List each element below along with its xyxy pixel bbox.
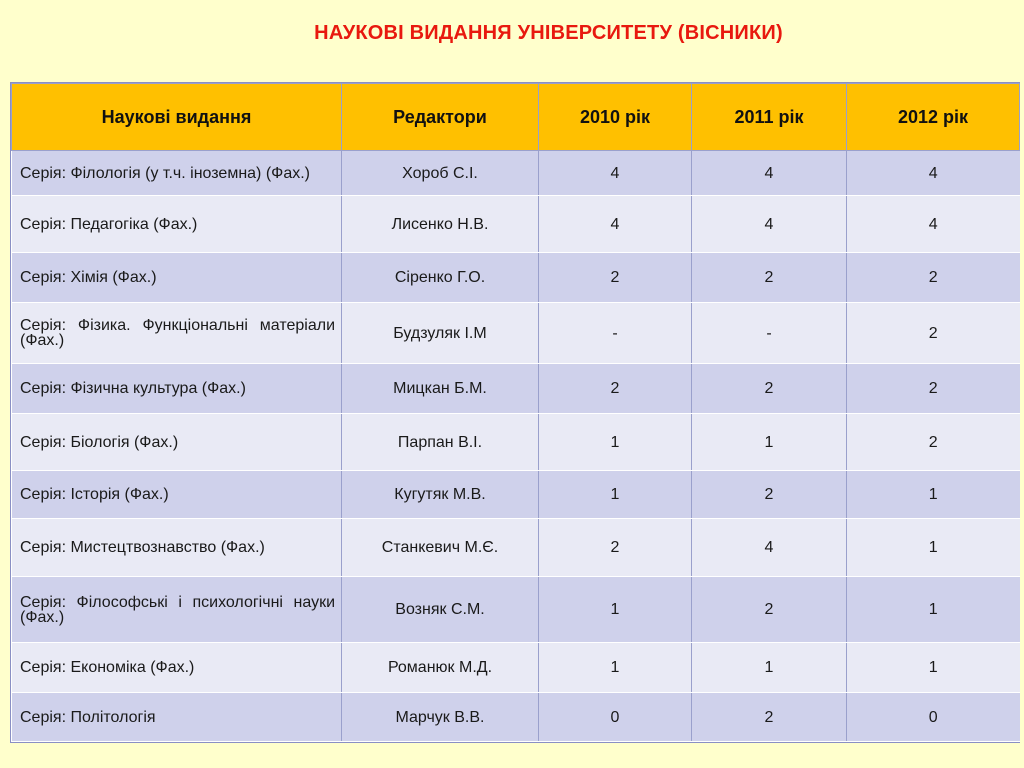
cell-2010: 2 (539, 364, 692, 414)
cell-2011: 2 (692, 253, 847, 303)
cell-2012: 0 (847, 693, 1020, 742)
table-row (12, 151, 1020, 196)
cell-editor: Марчук В.В. (342, 693, 539, 742)
table-row (12, 196, 1020, 253)
table-row (12, 364, 1020, 414)
cell-series: Серія: Політологія (12, 693, 342, 742)
cell-2012: 1 (847, 471, 1020, 519)
cell-series: Серія: Мистецтвознавство (Фах.) (12, 519, 342, 577)
cell-2010: - (539, 303, 692, 364)
cell-2010: 1 (539, 471, 692, 519)
header-2012: 2012 рік (847, 84, 1020, 151)
cell-series: Серія: Фізика. Функціональні матеріали (Фах.) (12, 303, 342, 364)
cell-2012: 2 (847, 414, 1020, 471)
cell-2011: 1 (692, 414, 847, 471)
header-publications: Наукові видання (12, 84, 342, 151)
cell-editor: Будзуляк І.М (342, 303, 539, 364)
cell-editor: Возняк С.М. (342, 577, 539, 643)
cell-editor: Лисенко Н.В. (342, 196, 539, 253)
cell-2010: 4 (539, 196, 692, 253)
cell-2011: 2 (692, 364, 847, 414)
cell-2010: 2 (539, 519, 692, 577)
cell-2010: 0 (539, 693, 692, 742)
table-row (12, 577, 1020, 643)
cell-2011: - (692, 303, 847, 364)
cell-2010: 4 (539, 151, 692, 196)
cell-2011: 1 (692, 643, 847, 693)
cell-2012: 4 (847, 151, 1020, 196)
cell-2011: 2 (692, 577, 847, 643)
cell-editor: Парпан В.І. (342, 414, 539, 471)
table-row (12, 253, 1020, 303)
header-2011: 2011 рік (692, 84, 847, 151)
cell-2010: 1 (539, 643, 692, 693)
cell-2012: 2 (847, 303, 1020, 364)
publications-table-container (10, 82, 1020, 743)
cell-series: Серія: Економіка (Фах.) (12, 643, 342, 693)
page-title: НАУКОВІ ВИДАННЯ УНІВЕРСИТЕТУ (ВІСНИКИ) (314, 22, 783, 44)
cell-2011: 4 (692, 519, 847, 577)
cell-editor: Станкевич М.Є. (342, 519, 539, 577)
cell-editor: Сіренко Г.О. (342, 253, 539, 303)
cell-series: Серія: Історія (Фах.) (12, 471, 342, 519)
cell-2012: 1 (847, 577, 1020, 643)
cell-2012: 1 (847, 643, 1020, 693)
cell-2011: 2 (692, 471, 847, 519)
cell-2010: 2 (539, 253, 692, 303)
table-row (12, 303, 1020, 364)
cell-2011: 4 (692, 151, 847, 196)
cell-2012: 2 (847, 253, 1020, 303)
header-editors: Редактори (342, 84, 539, 151)
cell-editor: Мицкан Б.М. (342, 364, 539, 414)
table-row (12, 519, 1020, 577)
table-header-row (12, 84, 1020, 151)
cell-series: Серія: Біологія (Фах.) (12, 414, 342, 471)
cell-2012: 4 (847, 196, 1020, 253)
cell-series: Серія: Філософські і психологічні науки (Фах.) (12, 577, 342, 643)
header-2010: 2010 рік (539, 84, 692, 151)
cell-2011: 4 (692, 196, 847, 253)
cell-series: Серія: Хімія (Фах.) (12, 253, 342, 303)
table-row (12, 693, 1020, 742)
cell-2010: 1 (539, 414, 692, 471)
cell-editor: Кугутяк М.В. (342, 471, 539, 519)
table-row (12, 471, 1020, 519)
cell-editor: Хороб С.І. (342, 151, 539, 196)
table-row (12, 414, 1020, 471)
cell-2011: 2 (692, 693, 847, 742)
cell-series: Серія: Філологія (у т.ч. іноземна) (Фах.) (12, 151, 342, 196)
cell-2012: 1 (847, 519, 1020, 577)
cell-2010: 1 (539, 577, 692, 643)
cell-2012: 2 (847, 364, 1020, 414)
cell-series: Серія: Фізична культура (Фах.) (12, 364, 342, 414)
cell-editor: Романюк М.Д. (342, 643, 539, 693)
publications-table (11, 83, 1020, 742)
table-row (12, 643, 1020, 693)
cell-series: Серія: Педагогіка (Фах.) (12, 196, 342, 253)
